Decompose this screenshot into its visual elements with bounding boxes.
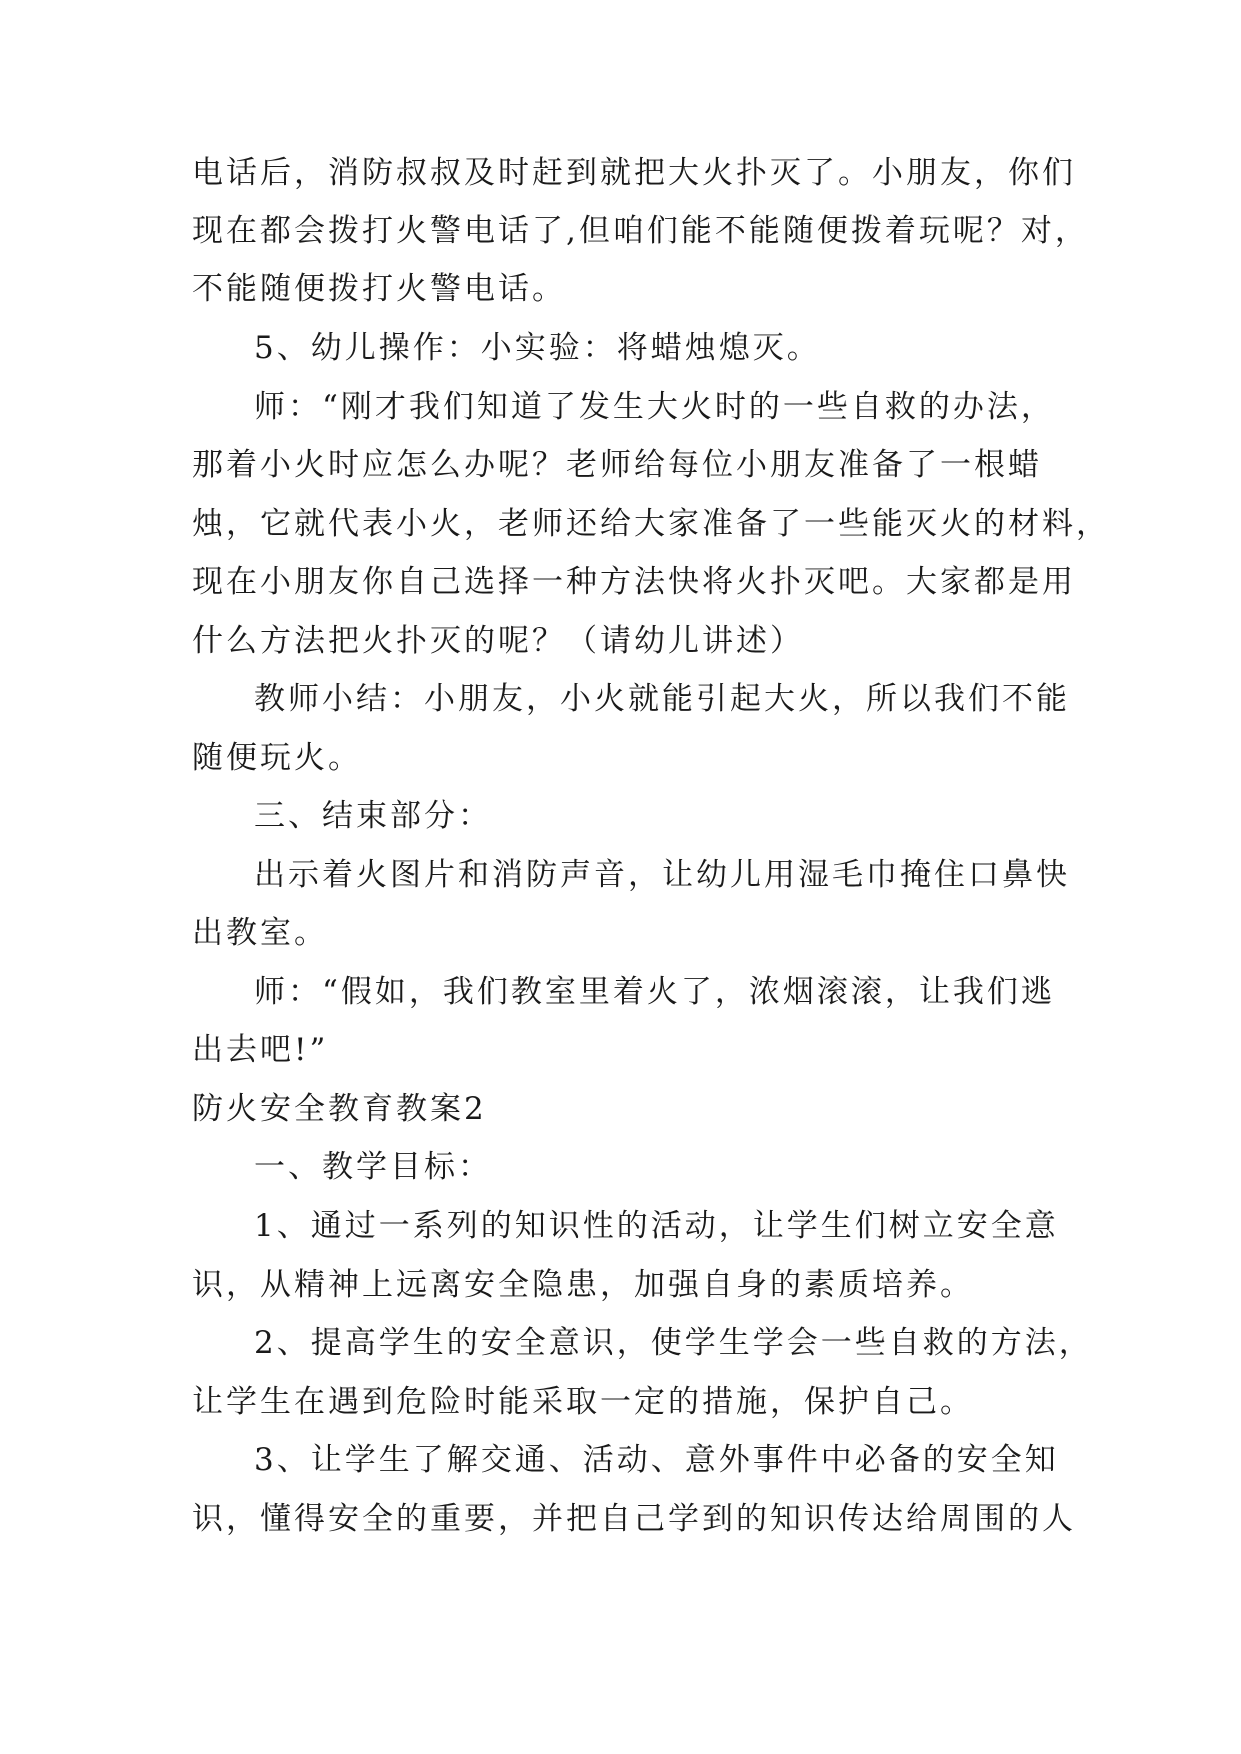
text-line: 让学生在遇到危险时能采取一定的措施，保护自己。: [192, 1384, 974, 1420]
text-line: 5、幼儿操作：小实验：将蜡烛熄灭。: [254, 330, 821, 366]
text-line: 现在都会拨打火警电话了,但咱们能不能随便拨着玩呢？对，: [192, 213, 1089, 249]
text-line: 识，懂得安全的重要，并把自己学到的知识传达给周围的人: [192, 1501, 1076, 1537]
section-heading: 一、教学目标：: [254, 1149, 492, 1185]
text-line: 1、通过一系列的知识性的活动，让学生们树立安全意: [254, 1208, 1059, 1244]
text-line: 出教室。: [192, 915, 328, 951]
text-line: 师：“假如，我们教室里着火了，浓烟滚滚，让我们逃: [254, 974, 1055, 1010]
text-line: 现在小朋友你自己选择一种方法快将火扑灭吧。大家都是用: [192, 564, 1076, 600]
text-line: 随便玩火。: [192, 740, 362, 776]
text-line: 烛，它就代表小火，老师还给大家准备了一些能灭火的材料，: [192, 506, 1110, 542]
text-line: 出示着火图片和消防声音，让幼儿用湿毛巾掩住口鼻快: [254, 857, 1070, 893]
text-line: 什么方法把火扑灭的呢？（请幼儿讲述）: [192, 623, 804, 659]
text-line: 电话后，消防叔叔及时赶到就把大火扑灭了。小朋友，你们: [192, 155, 1076, 191]
text-line: 师：“刚才我们知道了发生大火时的一些自救的办法，: [254, 389, 1055, 425]
text-line: 2、提高学生的安全意识，使学生学会一些自救的方法，: [254, 1325, 1093, 1361]
text-line: 教师小结：小朋友，小火就能引起大火，所以我们不能: [254, 681, 1070, 717]
document-title: 防火安全教育教案2: [192, 1091, 487, 1127]
section-heading: 三、结束部分：: [254, 798, 492, 834]
text-line: 出去吧!”: [192, 1032, 329, 1068]
text-line: 识，从精神上远离安全隐患，加强自身的素质培养。: [192, 1267, 974, 1303]
text-line: 不能随便拨打火警电话。: [192, 271, 566, 307]
text-line: 那着小火时应怎么办呢？老师给每位小朋友准备了一根蜡: [192, 447, 1042, 483]
text-line: 3、让学生了解交通、活动、意外事件中必备的安全知: [254, 1442, 1059, 1478]
